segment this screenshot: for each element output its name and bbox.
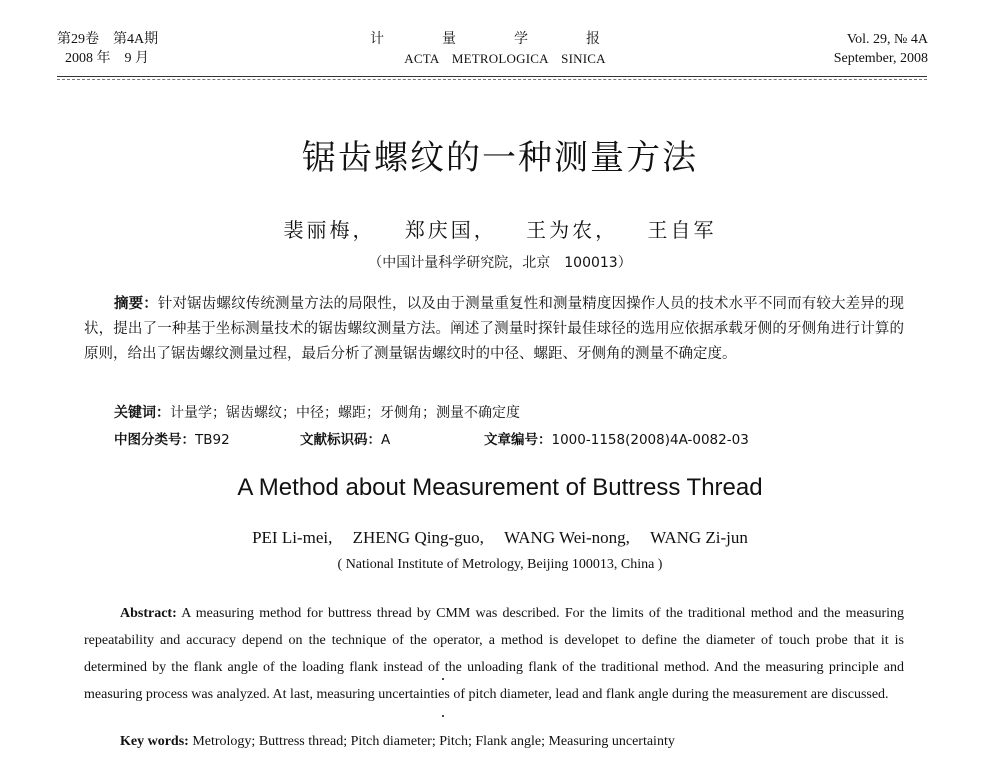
doc-code-value: A — [381, 432, 391, 448]
author-en: ZHENG Qing-guo, — [352, 528, 484, 547]
abstract-text-en: A measuring method for buttress thread by CMM was described. For the limits of the traditional method and the measuring repeatability and accuracy depend on the technique of the operator, a method is developet to define the diameter of touch probe that it is determined by the flank angle of the loading flank instead of the unloading flank of the traditional method. And the measuring principle and measuring process was analyzed. At last, measuring uncertainties of pitch diameter, lead and flank angle during the measurement are discussed. — [84, 606, 904, 702]
keywords-en — [120, 734, 920, 750]
header-rule-secondary — [57, 79, 927, 80]
journal-volume-en — [834, 30, 928, 68]
journal-char: 学 — [514, 32, 528, 47]
author-list-cn — [0, 214, 1000, 243]
keywords-cn — [114, 402, 914, 422]
journal-name — [340, 30, 670, 68]
scan-artifact — [442, 715, 444, 717]
document-code — [300, 428, 390, 448]
journal-name-cn — [340, 30, 670, 49]
author-cn: 郑庆国， — [404, 218, 497, 242]
paper-title-en: A Method about Measurement of Buttress Thread — [237, 474, 763, 501]
abstract-cn — [84, 292, 904, 367]
header-rule — [57, 76, 927, 77]
journal-volume-cn — [57, 30, 158, 68]
article-no-label: 文章编号： — [484, 432, 552, 448]
author-en: WANG Zi-jun — [650, 528, 748, 547]
author-cn: 王自军 — [647, 218, 717, 242]
keywords-text-en: Metrology; Buttress thread; Pitch diameter; Pitch; Flank angle; Measuring uncertainty — [192, 734, 675, 749]
clc-label: 中图分类号： — [114, 432, 195, 448]
author-en: PEI Li-mei, — [252, 528, 333, 547]
abstract-text-cn: 针对锯齿螺纹传统测量方法的局限性，以及由于测量重复性和测量精度因操作人员的技术水平不同而有较大差异的现状，提出了一种基于坐标测量技术的锯齿螺纹测量方法。阐述了测量时探针最佳球径的选用应依据承载牙侧的牙侧角进行计算的原则，给出了锯齿螺纹测量过程，最后分析了测量锯齿螺纹时的中径、螺距、牙侧角的测量不确定度。 — [84, 296, 905, 362]
abstract-en — [84, 600, 904, 708]
scan-artifact — [442, 678, 444, 680]
journal-char: 报 — [586, 32, 600, 47]
clc-value: TB92 — [195, 432, 230, 448]
journal-name-en: ACTA METROLOGICA SINICA — [404, 51, 606, 66]
author-list-en — [0, 528, 1000, 548]
author-cn: 王为农， — [526, 218, 619, 242]
doc-code-label: 文献标识码： — [300, 432, 381, 448]
keywords-label-en: Key words: — [120, 734, 189, 749]
article-no-value: 1000-1158(2008)4A-0082-03 — [551, 432, 749, 448]
article-number — [484, 428, 749, 448]
keywords-text-cn: 计量学；锯齿螺纹；中径；螺距；牙侧角；测量不确定度 — [170, 405, 520, 421]
journal-char: 计 — [370, 32, 384, 47]
abstract-label-en: Abstract: — [120, 606, 177, 621]
clc-number — [114, 428, 230, 448]
author-cn: 裴丽梅， — [283, 218, 376, 242]
date-cn: 2008 年 9 月 — [65, 51, 149, 66]
volume-issue-en: Vol. 29, № 4A — [846, 32, 928, 47]
date-en: September, 2008 — [833, 51, 928, 66]
journal-char: 量 — [442, 32, 456, 47]
paper-title-cn: 锯齿螺纹的一种测量方法 — [302, 138, 698, 178]
keywords-label-cn: 关键词： — [114, 405, 170, 421]
abstract-label-cn: 摘要： — [114, 296, 158, 312]
author-en: WANG Wei-nong, — [504, 528, 630, 547]
affiliation-en: ( National Institute of Metrology, Beijing 100013, China ) — [337, 557, 663, 572]
volume-issue-cn: 第29卷 第4A期 — [57, 32, 159, 47]
affiliation-cn: （中国计量科学研究院，北京 100013） — [368, 255, 632, 271]
